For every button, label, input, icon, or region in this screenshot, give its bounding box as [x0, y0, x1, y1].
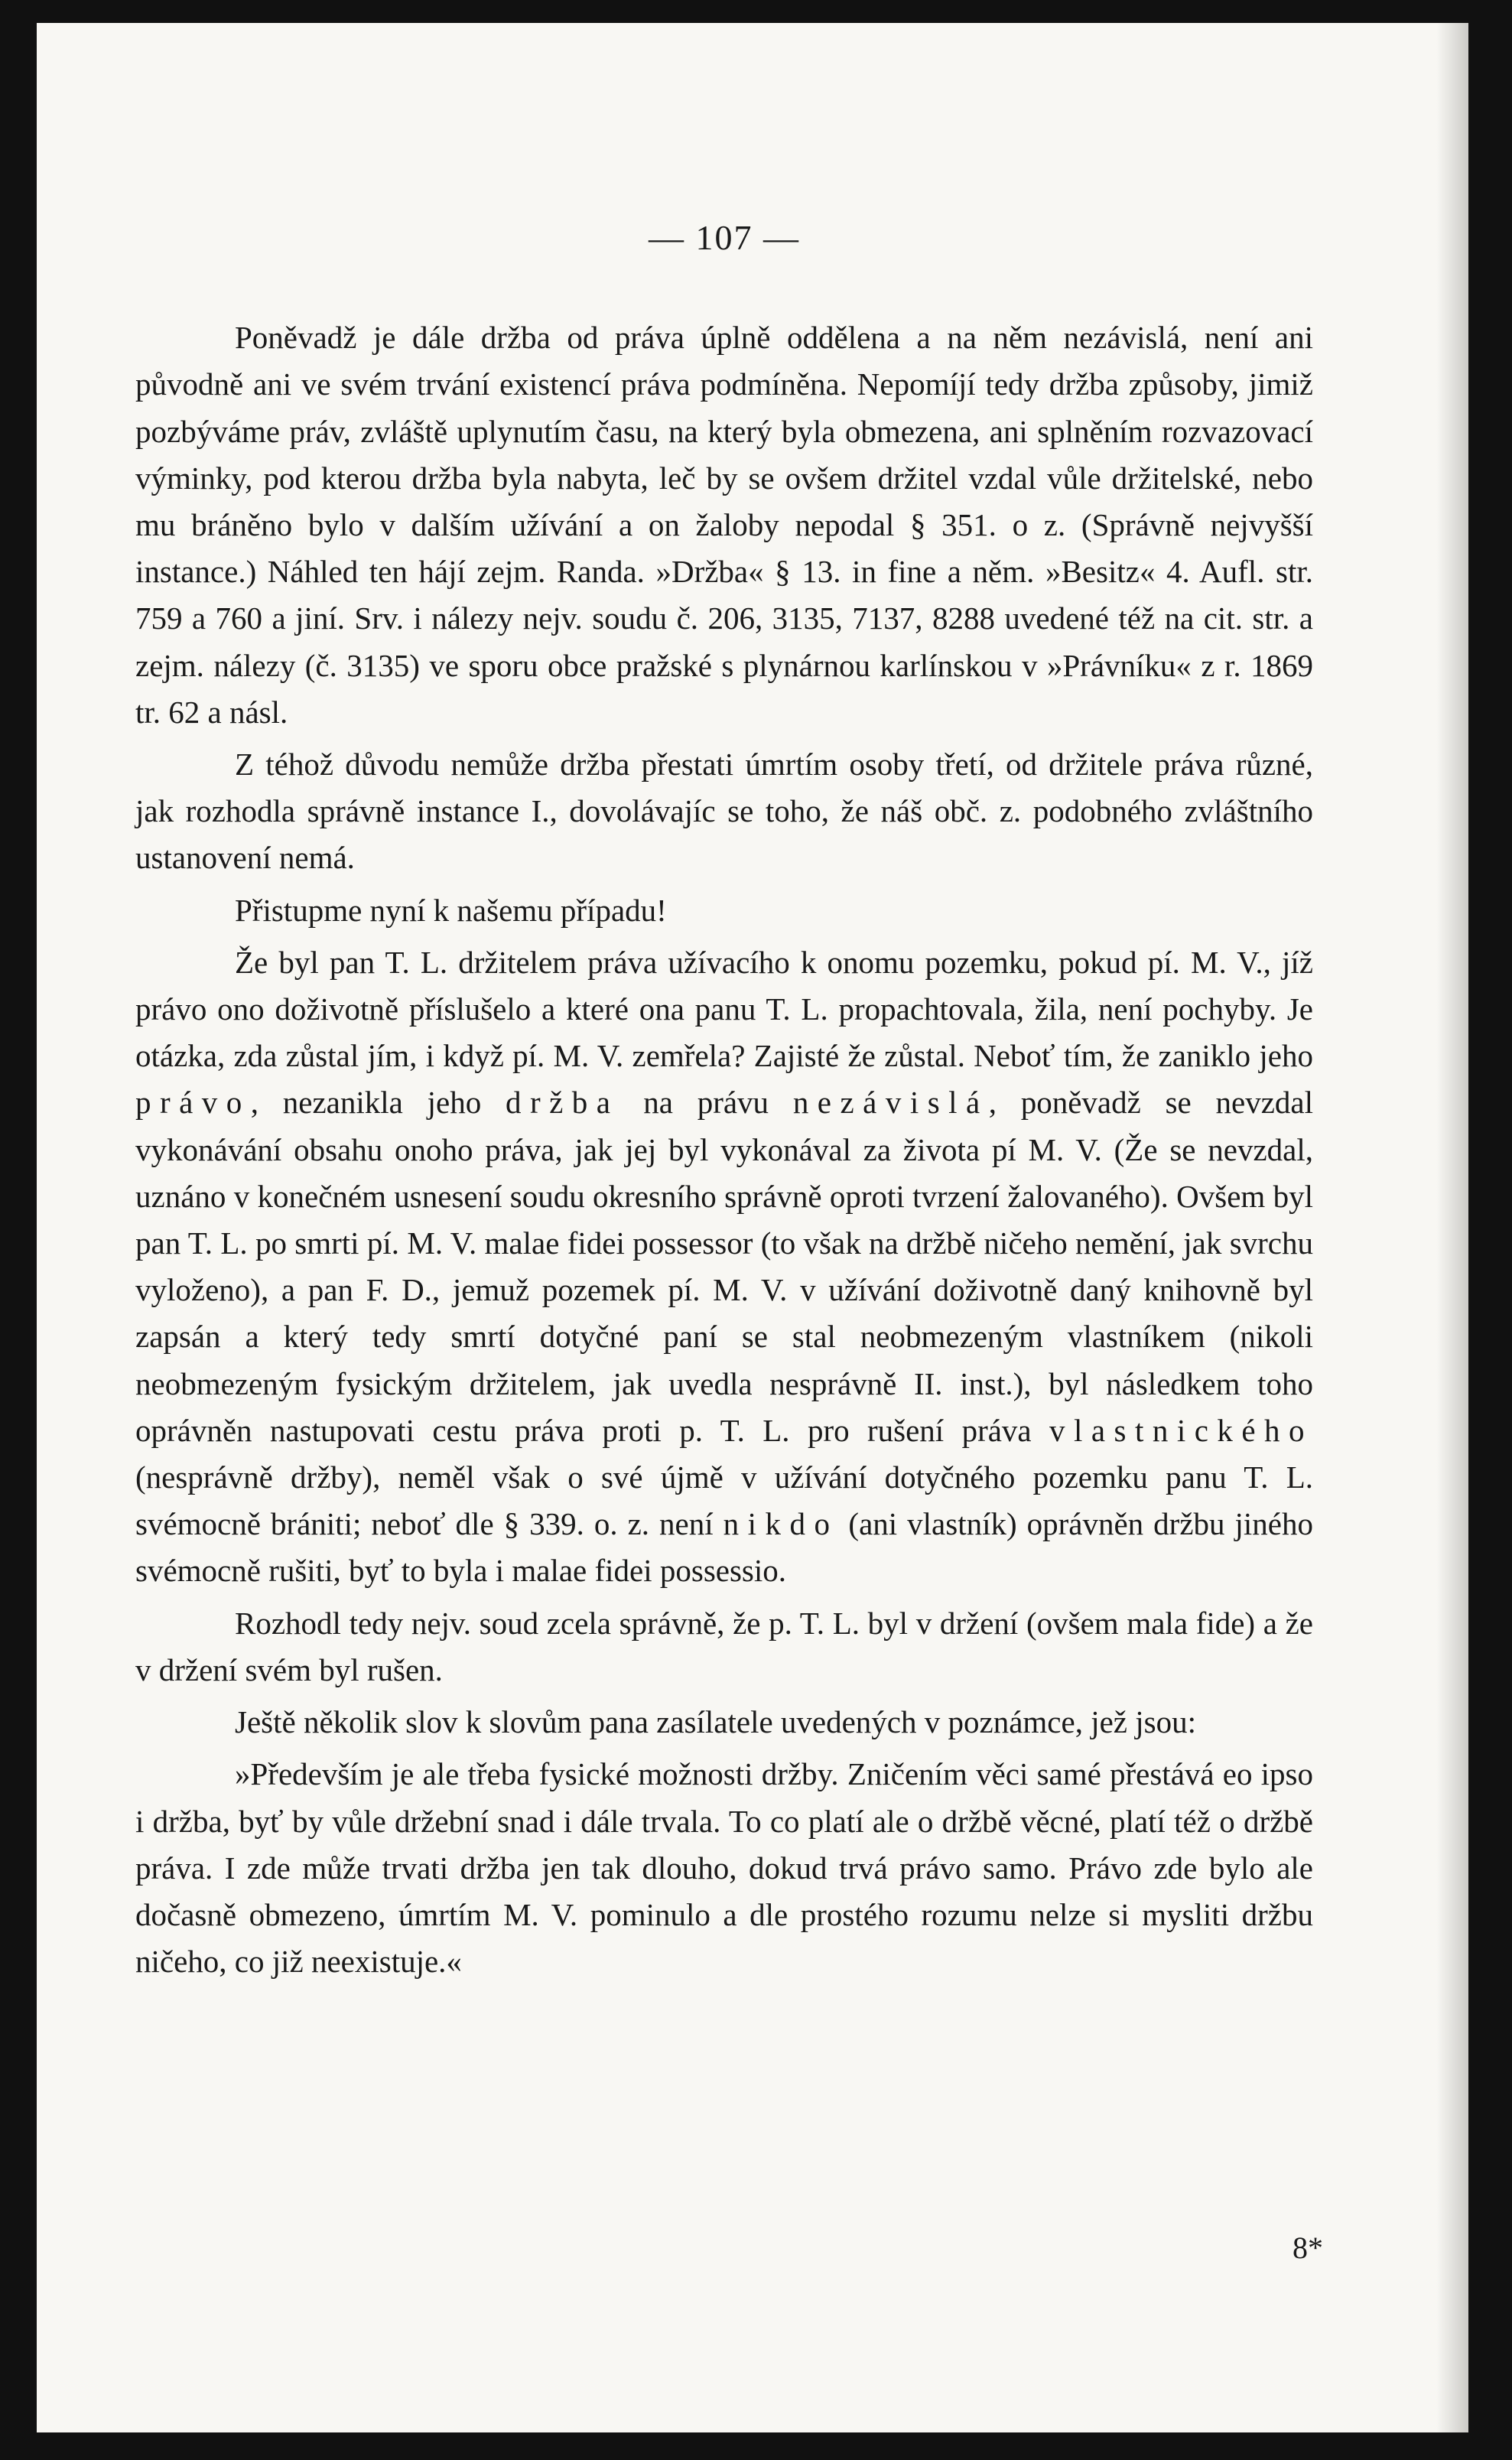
text-segment: na právu	[619, 1085, 793, 1121]
text-segment: , poněvadž se nevzdal vykonávání obsahu onoho práva, jak jej byl vykonával za života pí M. V. (Že se nevzdal, uznáno v konečném usnesení soudu okresního správně oproti tvrzení žalovaného). Ovšem byl pan T. L. po smrti pí. M. V. malae fidei possessor (to však na držbě ničeho nemění, jak svrchu vyloženo), a pan F. D., jemuž pozemek pí. M. V. v užívání doživotně daný knihovně byl zapsán a který tedy smrtí dotyčné paní se stal neobmezeným vlastníkem (nikoli neobmezeným fysickým držitelem, jak uvedla nesprávně II. inst.), byl následkem toho oprávněn nastupovati cestu práva proti p. T. L. pro rušení práva	[135, 1085, 1313, 1448]
paragraph	[135, 939, 1313, 1595]
paragraph	[135, 741, 1313, 882]
emphasized-text: držba	[506, 1085, 619, 1121]
text-segment: , nezanikla jeho	[250, 1085, 506, 1121]
text-segment: Ještě několik slov k slovům pana zasílatele uvedených v poznámce, jež jsou:	[235, 1704, 1196, 1740]
paragraph	[135, 1699, 1313, 1746]
paragraph-list	[135, 314, 1313, 1985]
text-segment: Rozhodl tedy nejv. soud zcela správně, že p. T. L. byl v držení (ovšem mala fide) a že v držení svém byl rušen.	[135, 1605, 1313, 1687]
paragraph	[135, 1600, 1313, 1694]
page-edge-shadow	[1436, 23, 1468, 2432]
emphasized-text: nezávislá	[792, 1085, 989, 1121]
page-text	[135, 214, 1313, 1990]
text-segment: Přistupme nyní k našemu případu!	[235, 892, 667, 928]
paragraph	[135, 314, 1313, 736]
signature-mark: 8*	[1293, 2231, 1323, 2265]
text-segment: (nesprávně držby), neměl však o své újmě v užívání dotyčného pozemku panu T. L. svémocně brániti; neboť dle § 339. o. z. není	[135, 1459, 1313, 1542]
text-segment: Z téhož důvodu nemůže držba přestati úmrtím osoby třetí, od držitele práva různé, jak rozhodla správně instance I., dovolávajíc se toho, že náš obč. z. podobného zvláštního ustanovení nemá.	[135, 747, 1313, 876]
text-segment: (ani vlastník) oprávněn držbu jiného svémocně rušiti, byť to byla i malae fidei possessio.	[135, 1506, 1314, 1589]
page-number: — 107 —	[649, 218, 800, 257]
paragraph	[135, 1751, 1313, 1985]
text-segment: »Především je ale třeba fysické možnosti držby. Zničením věci samé přestává eo ipso i držba, byť by vůle držební snad i dále trvala. To co platí ale o držbě věcné, platí též o držbě práva. I zde může trvati držba jen tak dlouho, dokud trvá právo samo. Právo zde bylo ale dočasně obmezeno, úmrtím M. V. pominulo a dle prostého rozumu nelze si mysliti držbu ničeho, co již neexistuje.«	[135, 1756, 1313, 1980]
paragraph	[135, 887, 1313, 934]
text-segment: Poněvadž je dále držba od práva úplně oddělena a na něm nezávislá, není ani původně ani ve svém trvání existencí práva podmíněna. Nepomíjí tedy držba způsoby, jimiž pozbýváme práv, zvláště uplynutím času, na který byla obmezena, ani splněním rozvazovací výminky, pod kterou držba byla nabyta, leč by se ovšem držitel vzdal vůle držitelské, nebo mu bráněno bylo v dalším užívání a on žaloby nepodal § 351. o z. (Správně nejvyšší instance.) Náhled ten hájí zejm. Randa. »Držba« § 13. in fine a něm. »Besitz« 4. Aufl. str. 759 a 760 a jiní. Srv. i nálezy nejv. soudu č. 206, 3135, 7137, 8288 uvedené též na cit. str. a zejm. nálezy (č. 3135) ve sporu obce pražské s plynárnou karlínskou v »Právníku« z r. 1869 tr. 62 a násl.	[135, 320, 1313, 730]
text-segment: Že byl pan T. L. držitelem práva užívacího k onomu pozemku, pokud pí. M. V., jíž právo ono doživotně příslušelo a které ona panu T. L. propachtovala, žila, není pochyby. Je otázka, zda zůstal jím, i když pí. M. V. zemřela? Zajisté že zůstal. Neboť tím, že zaniklo jeho	[135, 944, 1313, 1074]
emphasized-text: právo	[135, 1085, 251, 1121]
emphasized-text: vlastnického	[1049, 1412, 1313, 1448]
emphasized-text: nikdo	[723, 1506, 839, 1542]
book-page	[37, 23, 1468, 2432]
